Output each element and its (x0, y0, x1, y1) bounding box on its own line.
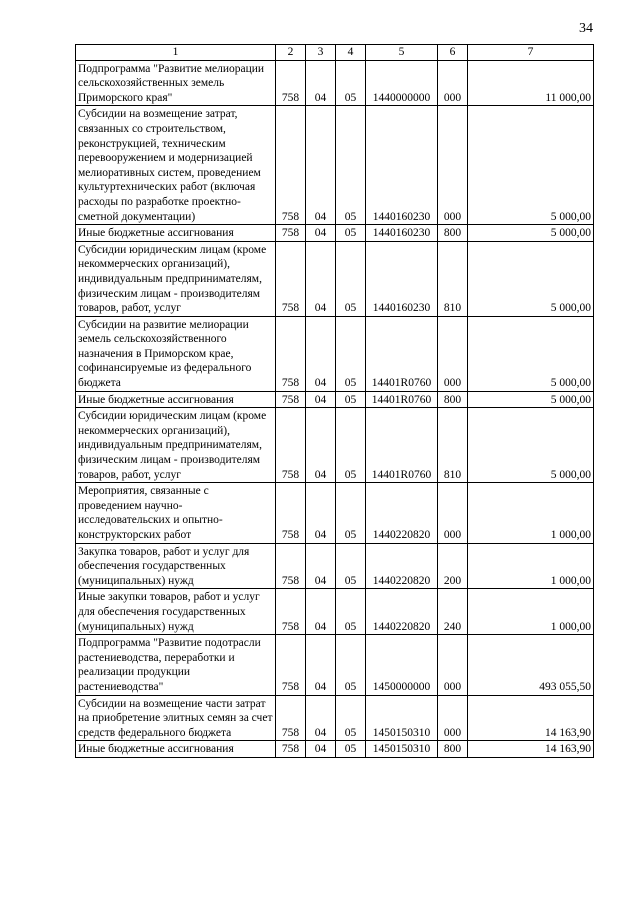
code-cell: 758 (276, 695, 306, 741)
expense-type-cell: 240 (438, 589, 468, 635)
section-cell: 04 (306, 225, 336, 242)
expense-type-cell: 800 (438, 391, 468, 408)
code-cell: 758 (276, 391, 306, 408)
header-cell: 5 (366, 45, 438, 61)
target-article-cell: 14401R0760 (366, 408, 438, 483)
table-row (76, 635, 594, 695)
target-article-cell: 1440160230 (366, 225, 438, 242)
expense-type-cell: 000 (438, 316, 468, 391)
target-article-cell: 1440160230 (366, 106, 438, 225)
section-cell: 04 (306, 60, 336, 106)
section-cell: 04 (306, 241, 336, 316)
table-row (76, 695, 594, 741)
code-cell: 758 (276, 60, 306, 106)
section-cell: 04 (306, 695, 336, 741)
target-article-cell: 1450150310 (366, 695, 438, 741)
code-cell: 758 (276, 106, 306, 225)
target-article-cell: 1440220820 (366, 543, 438, 589)
page-number: 34 (579, 21, 593, 36)
header-cell: 2 (276, 45, 306, 61)
expense-type-cell: 200 (438, 543, 468, 589)
amount-cell: 5 000,00 (468, 391, 594, 408)
row-name-cell: Иные бюджетные ассигнования (76, 391, 276, 408)
header-cell: 6 (438, 45, 468, 61)
subsection-cell: 05 (336, 106, 366, 225)
table-row (76, 391, 594, 408)
subsection-cell: 05 (336, 225, 366, 242)
header-cell: 7 (468, 45, 594, 61)
row-name-cell: Подпрограмма "Развитие мелиорации сельскохозяйственных земель Приморского края" (76, 60, 276, 106)
code-cell: 758 (276, 589, 306, 635)
header-cell: 3 (306, 45, 336, 61)
code-cell: 758 (276, 408, 306, 483)
expense-type-cell: 800 (438, 225, 468, 242)
row-name-cell: Субсидии на развитие мелиорации земель сельскохозяйственного назначения в Приморском крае, софинансируемые из федерального бюджета (76, 316, 276, 391)
subsection-cell: 05 (336, 391, 366, 408)
expense-type-cell: 000 (438, 483, 468, 543)
row-name-cell: Подпрограмма "Развитие подотрасли растениеводства, переработки и реализации продукции растениеводства" (76, 635, 276, 695)
budget-table (75, 44, 594, 758)
expense-type-cell: 800 (438, 741, 468, 758)
table-header-row (76, 45, 594, 61)
expense-type-cell: 000 (438, 60, 468, 106)
amount-cell: 1 000,00 (468, 589, 594, 635)
expense-type-cell: 000 (438, 695, 468, 741)
amount-cell: 5 000,00 (468, 225, 594, 242)
row-name-cell: Иные бюджетные ассигнования (76, 225, 276, 242)
subsection-cell: 05 (336, 408, 366, 483)
amount-cell: 11 000,00 (468, 60, 594, 106)
code-cell: 758 (276, 635, 306, 695)
expense-type-cell: 000 (438, 106, 468, 225)
code-cell: 758 (276, 543, 306, 589)
row-name-cell: Субсидии на возмещение части затрат на приобретение элитных семян за счет средств федерального бюджета (76, 695, 276, 741)
expense-type-cell: 810 (438, 408, 468, 483)
table-row (76, 60, 594, 106)
section-cell: 04 (306, 589, 336, 635)
header-cell: 4 (336, 45, 366, 61)
row-name-cell: Субсидии на возмещение затрат, связанных со строительством, реконструкцией, техническим перевооружением и модернизацией мелиоративных систем, проведением культуртехнических работ (включая расходы по разработке проектно-сметной документации) (76, 106, 276, 225)
subsection-cell: 05 (336, 316, 366, 391)
section-cell: 04 (306, 316, 336, 391)
subsection-cell: 05 (336, 695, 366, 741)
subsection-cell: 05 (336, 543, 366, 589)
table-row (76, 589, 594, 635)
section-cell: 04 (306, 483, 336, 543)
target-article-cell: 1440160230 (366, 241, 438, 316)
amount-cell: 14 163,90 (468, 695, 594, 741)
table-row (76, 741, 594, 758)
amount-cell: 1 000,00 (468, 543, 594, 589)
table-row (76, 316, 594, 391)
code-cell: 758 (276, 483, 306, 543)
code-cell: 758 (276, 316, 306, 391)
code-cell: 758 (276, 241, 306, 316)
section-cell: 04 (306, 391, 336, 408)
amount-cell: 1 000,00 (468, 483, 594, 543)
table-row (76, 543, 594, 589)
subsection-cell: 05 (336, 483, 366, 543)
table-row (76, 408, 594, 483)
target-article-cell: 1440220820 (366, 483, 438, 543)
table-row (76, 106, 594, 225)
expense-type-cell: 000 (438, 635, 468, 695)
amount-cell: 5 000,00 (468, 408, 594, 483)
section-cell: 04 (306, 543, 336, 589)
target-article-cell: 14401R0760 (366, 391, 438, 408)
amount-cell: 14 163,90 (468, 741, 594, 758)
row-name-cell: Субсидии юридическим лицам (кроме некоммерческих организаций), индивидуальным предпринимателям, физическим лицам - производителям товаров, работ, услуг (76, 241, 276, 316)
table-row (76, 241, 594, 316)
amount-cell: 5 000,00 (468, 241, 594, 316)
row-name-cell: Закупка товаров, работ и услуг для обеспечения государственных (муниципальных) нужд (76, 543, 276, 589)
target-article-cell: 1440220820 (366, 589, 438, 635)
header-cell: 1 (76, 45, 276, 61)
section-cell: 04 (306, 741, 336, 758)
amount-cell: 5 000,00 (468, 316, 594, 391)
table-row (76, 483, 594, 543)
expense-type-cell: 810 (438, 241, 468, 316)
code-cell: 758 (276, 741, 306, 758)
target-article-cell: 1440000000 (366, 60, 438, 106)
row-name-cell: Иные закупки товаров, работ и услуг для обеспечения государственных (муниципальных) нужд (76, 589, 276, 635)
code-cell: 758 (276, 225, 306, 242)
subsection-cell: 05 (336, 635, 366, 695)
target-article-cell: 1450150310 (366, 741, 438, 758)
section-cell: 04 (306, 106, 336, 225)
subsection-cell: 05 (336, 241, 366, 316)
subsection-cell: 05 (336, 60, 366, 106)
row-name-cell: Субсидии юридическим лицам (кроме некоммерческих организаций), индивидуальным предпринимателям, физическим лицам - производителям товаров, работ, услуг (76, 408, 276, 483)
row-name-cell: Мероприятия, связанные с проведением научно-исследовательских и опытно-конструкторских работ (76, 483, 276, 543)
subsection-cell: 05 (336, 741, 366, 758)
subsection-cell: 05 (336, 589, 366, 635)
section-cell: 04 (306, 408, 336, 483)
amount-cell: 5 000,00 (468, 106, 594, 225)
target-article-cell: 14401R0760 (366, 316, 438, 391)
row-name-cell: Иные бюджетные ассигнования (76, 741, 276, 758)
target-article-cell: 1450000000 (366, 635, 438, 695)
amount-cell: 493 055,50 (468, 635, 594, 695)
table-row (76, 225, 594, 242)
section-cell: 04 (306, 635, 336, 695)
